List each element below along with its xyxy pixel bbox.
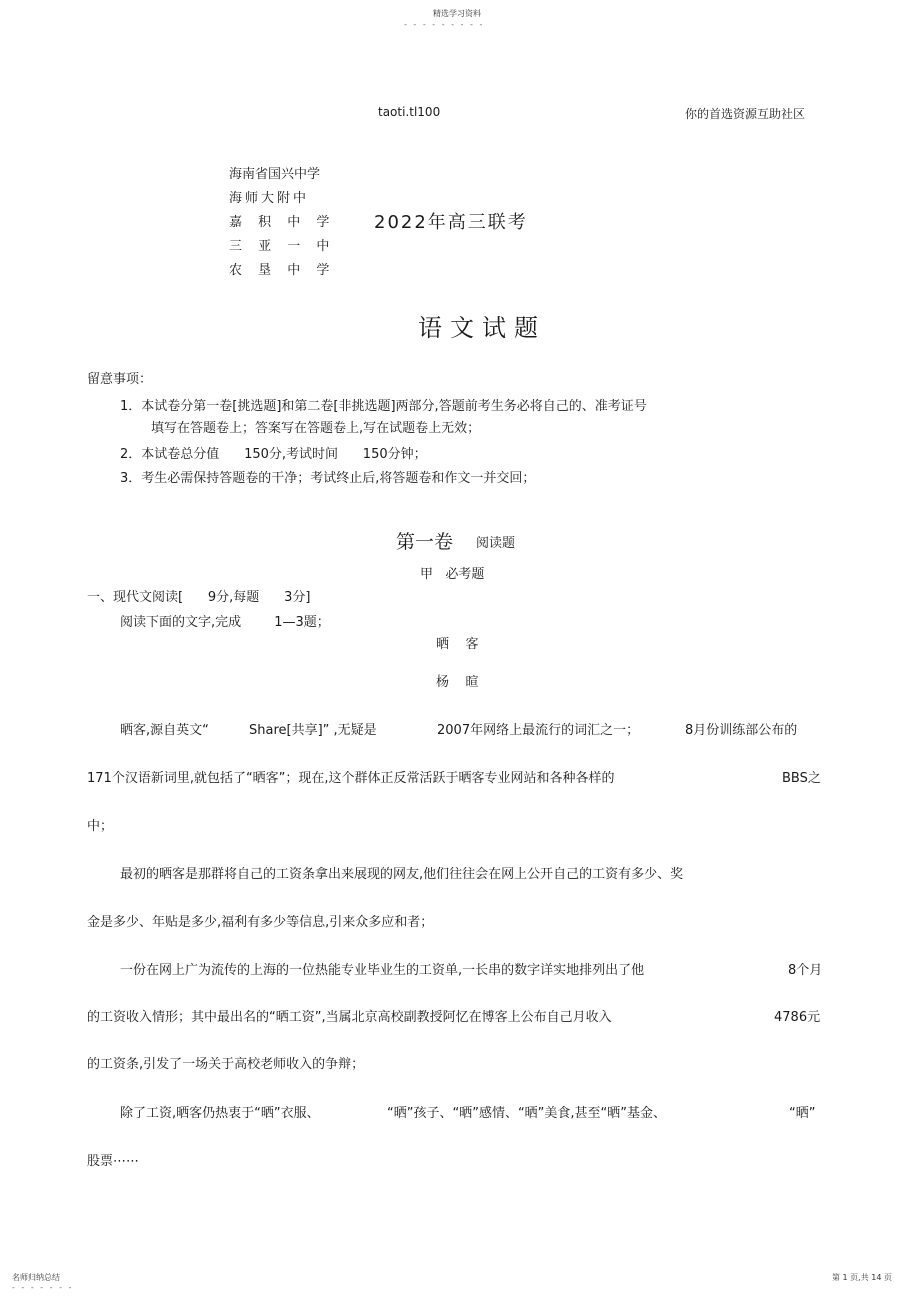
note-item-2: 2．本试卷总分值 150分,考试时间 150分钟；: [120, 447, 427, 462]
article-line-4: 最初的晒客是那群将自己的工资条拿出来展现的网友,他们往往会在网上公开自己的工资有多少、奖: [120, 867, 684, 882]
watermark-dashes: - - - - - - - - -: [404, 20, 485, 29]
article-line-1b: Share[共享]” ,无疑是: [249, 723, 377, 738]
watermark-text: 精选学习资料: [433, 9, 481, 18]
article-line-6b: 8个月: [788, 963, 823, 978]
article-line-5: 金是多少、年贴是多少,福利有多少等信息,引来众多应和者；: [87, 915, 434, 930]
article-line-7b: 4786元: [774, 1010, 821, 1025]
volume-title: 第一卷: [396, 531, 454, 553]
footer-left: 名师归纳总结: [12, 1273, 60, 1282]
note-item-1: 1．本试卷分第一卷[挑选题]和第二卷[非挑选题]两部分,答题前考生务必将自己的、准考证号: [120, 399, 647, 414]
header-site: taoti.tl100: [378, 105, 441, 119]
note-item-1-cont: 填写在答题卷上；答案写在答题卷上,写在试题卷上无效；: [151, 421, 481, 436]
footer-page-number: 第 1 页,共 14 页: [832, 1273, 892, 1282]
school-1: 海南省国兴中学: [229, 167, 321, 182]
article-line-8: 的工资条,引发了一场关于高校老师收入的争辩；: [87, 1057, 365, 1072]
article-line-1d: 8月份训练部公布的: [685, 723, 798, 738]
school-5: 农 垦 中 学: [229, 263, 336, 278]
question-heading: 一、现代文阅读[ 9分,每题 3分]: [87, 590, 311, 605]
article-line-2b: BBS之: [782, 771, 821, 786]
note-item-3: 3．考生必需保持答题卷的干净；考试终止后,将答题卷和作文一并交回；: [120, 471, 536, 486]
article-title: 晒 客: [436, 637, 479, 652]
article-line-6a: 一份在网上广为流传的上海的一位热能专业毕业生的工资单,一长串的数字详实地排列出了他: [120, 963, 645, 978]
article-line-9c: “晒”: [789, 1106, 816, 1121]
header-slogan: 你的首选资源互助社区: [685, 107, 806, 121]
article-line-2a: 171个汉语新词里,就包括了“晒客”；现在,这个群体正反常活跃于晒客专业网站和各种各样的: [87, 771, 615, 786]
article-author: 杨 暄: [436, 675, 479, 690]
school-3: 嘉 积 中 学: [229, 215, 336, 230]
subject-title: 语文试题: [418, 314, 546, 342]
article-line-9a: 除了工资,晒客仍热衷于“晒”衣服、: [120, 1106, 320, 1121]
section-title: 甲 必考题: [420, 567, 485, 582]
school-4: 三 亚 一 中: [229, 239, 336, 254]
article-line-1c: 2007年网络上最流行的词汇之一；: [437, 723, 640, 738]
article-line-7a: 的工资收入情形；其中最出名的“晒工资”,当属北京高校副教授阿忆在博客上公布自己月收入: [87, 1010, 612, 1025]
footer-left-dashes: - - - - - - -: [12, 1283, 74, 1292]
article-line-10: 股票⋯⋯: [87, 1154, 140, 1169]
question-instruction: 阅读下面的文字,完成 1—3题；: [120, 615, 330, 630]
article-line-3: 中；: [87, 819, 114, 834]
school-2: 海师大附中: [229, 191, 310, 206]
article-line-1a: 晒客,源自英文“: [120, 723, 209, 738]
notes-heading: 留意事项：: [87, 372, 153, 387]
exam-title: 2022年高三联考: [374, 212, 528, 233]
article-line-9b: “晒”孩子、“晒”感情、“晒”美食,甚至“晒”基金、: [387, 1106, 667, 1121]
volume-subtitle: 阅读题: [476, 536, 516, 551]
